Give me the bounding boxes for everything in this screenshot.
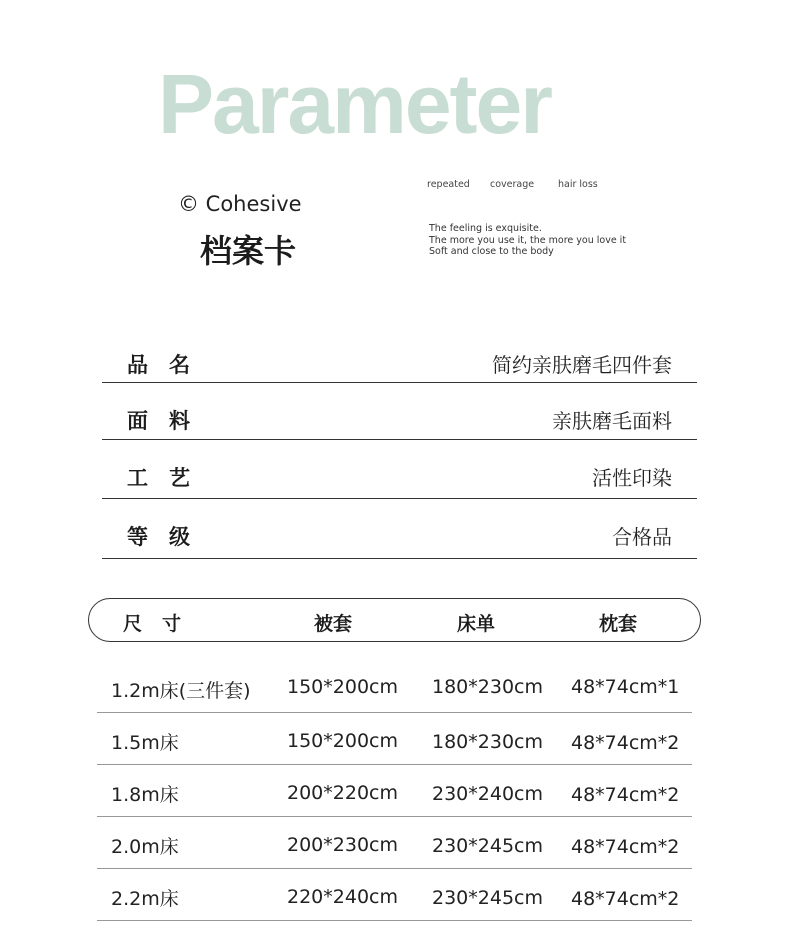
row-duvet-cover: 200*230cm <box>287 834 398 856</box>
tagline <box>429 223 626 258</box>
brand-name: © Cohesive <box>178 192 302 216</box>
table-row <box>97 868 692 921</box>
row-pillowcase: 48*74cm*2 <box>571 732 680 754</box>
row-bed-sheet: 180*230cm <box>432 676 543 698</box>
header-bed-sheet: 床单 <box>457 613 496 635</box>
row-pillowcase: 48*74cm*2 <box>571 888 680 910</box>
tag-coverage: coverage <box>490 179 535 190</box>
param-row-grade <box>102 499 697 559</box>
header-duvet-cover: 被套 <box>314 613 353 635</box>
card-title: 档案卡 <box>200 232 297 270</box>
table-row <box>97 816 692 869</box>
param-value: 活性印染 <box>592 466 672 490</box>
param-row-fabric <box>102 383 697 440</box>
tag-hair-loss: hair loss <box>558 179 598 190</box>
row-bed-size: 2.2m床 <box>111 888 179 910</box>
row-bed-size: 2.0m床 <box>111 836 179 858</box>
header-size: 尺寸 <box>123 613 202 635</box>
param-row-craft <box>102 440 697 499</box>
tagline-line: Soft and close to the body <box>429 246 554 257</box>
row-pillowcase: 48*74cm*2 <box>571 784 680 806</box>
param-label: 品名 <box>127 353 211 377</box>
row-duvet-cover: 150*200cm <box>287 730 398 752</box>
row-pillowcase: 48*74cm*1 <box>571 676 680 698</box>
param-value: 简约亲肤磨毛四件套 <box>492 353 672 377</box>
size-table-header <box>88 598 701 642</box>
tag-repeated: repeated <box>427 179 470 190</box>
row-bed-sheet: 230*245cm <box>432 887 543 909</box>
row-duvet-cover: 220*240cm <box>287 886 398 908</box>
table-row <box>97 660 692 713</box>
header-pillowcase: 枕套 <box>599 613 638 635</box>
tagline-line: The more you use it, the more you love it <box>429 234 627 246</box>
row-duvet-cover: 150*200cm <box>287 676 398 698</box>
table-row <box>97 764 692 817</box>
param-value: 合格品 <box>612 525 672 549</box>
tagline-line: The feeling is exquisite. <box>429 223 542 234</box>
row-bed-size: 1.5m床 <box>111 732 179 754</box>
param-row-name <box>102 340 697 383</box>
param-label: 等级 <box>127 525 211 549</box>
param-label: 工艺 <box>127 466 211 490</box>
param-value: 亲肤磨毛面料 <box>552 409 672 433</box>
row-bed-sheet: 230*240cm <box>432 783 543 805</box>
row-bed-sheet: 180*230cm <box>432 731 543 753</box>
param-label: 面料 <box>127 409 211 433</box>
hero-title: Parameter <box>158 57 551 151</box>
row-duvet-cover: 200*220cm <box>287 782 398 804</box>
row-bed-size: 1.8m床 <box>111 784 179 806</box>
row-bed-sheet: 230*245cm <box>432 835 543 857</box>
row-bed-size: 1.2m床(三件套) <box>111 680 251 702</box>
row-pillowcase: 48*74cm*2 <box>571 836 680 858</box>
table-row <box>97 712 692 765</box>
